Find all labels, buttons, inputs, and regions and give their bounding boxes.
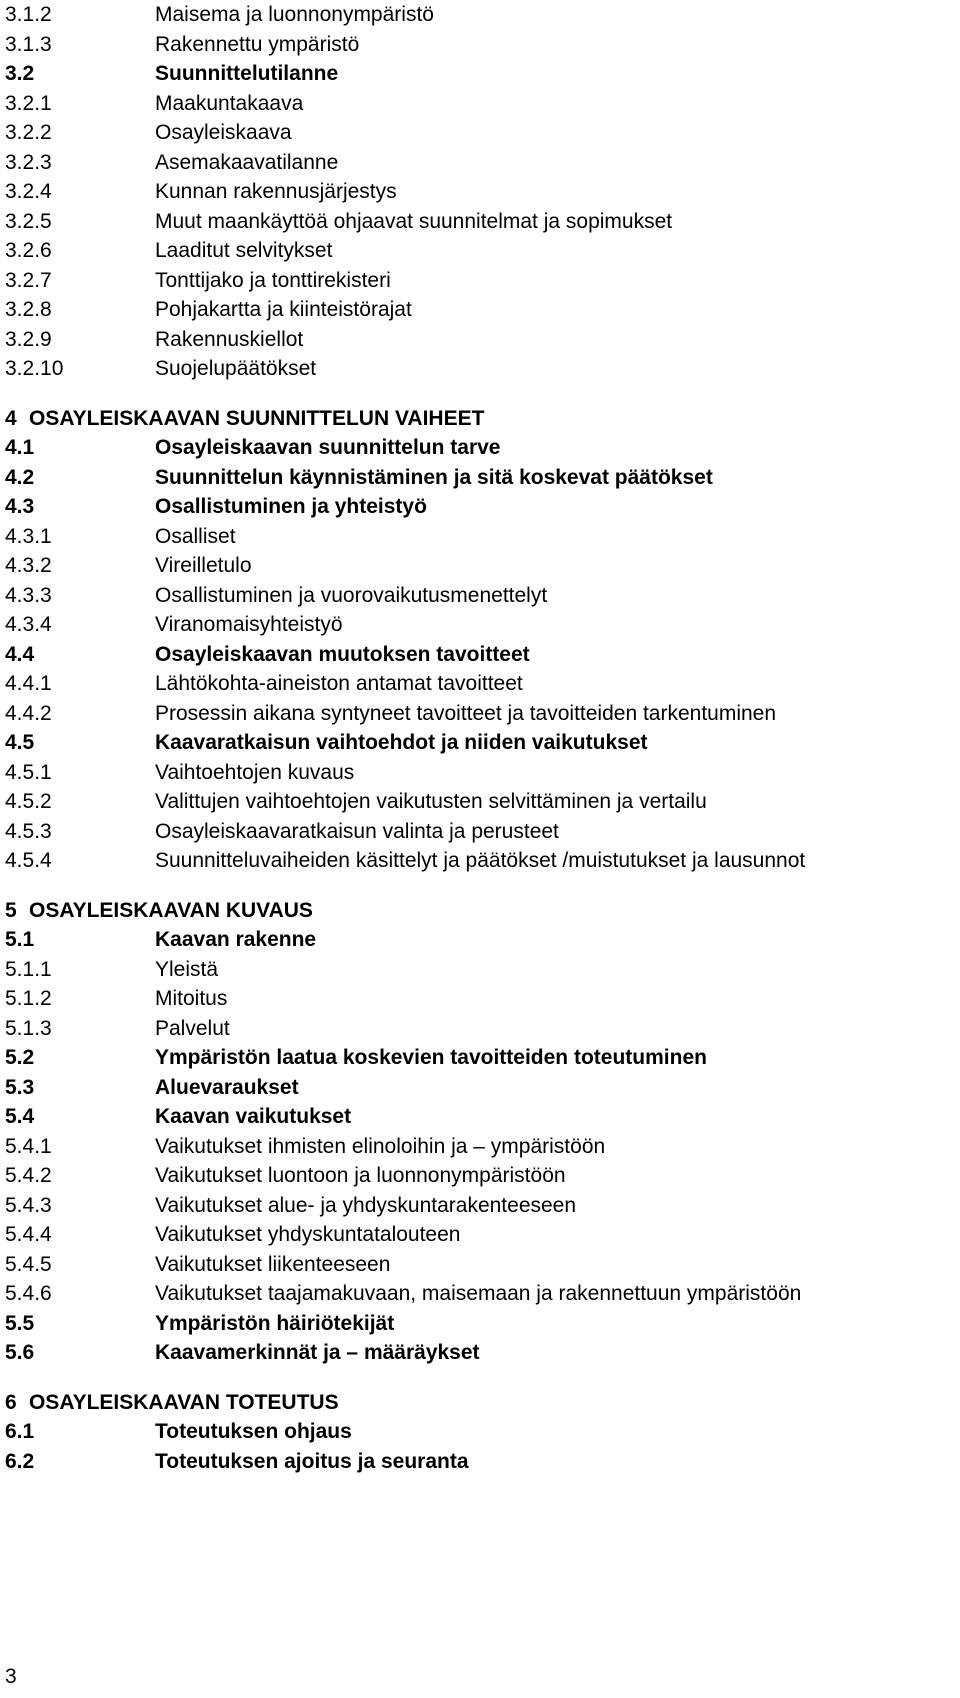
toc-entry-number: 4.4.1 (5, 672, 52, 695)
toc-entry (5, 669, 955, 699)
toc-entry-number: 5.4.3 (5, 1193, 52, 1217)
section-gap (5, 1368, 955, 1388)
toc-entry-number: 4.4 (5, 642, 35, 666)
toc-entry-title: Vaikutukset ihmisten elinoloihin ja – ympäristöön (155, 1134, 606, 1158)
toc-entry-title: Kaavan vaikutukset (155, 1105, 352, 1128)
toc-entry-title: Suojelupäätökset (155, 357, 317, 380)
toc-entry-number: 5.6 (5, 1341, 35, 1364)
toc-entry-number: 4.1 (5, 436, 35, 459)
toc-entry-number: 4.2 (5, 465, 35, 489)
toc-entry (5, 433, 955, 463)
toc-entry (5, 817, 955, 847)
toc-entry-number: 3.2.5 (5, 209, 52, 233)
toc-entry (5, 1250, 955, 1280)
toc-entry-title: OSAYLEISKAAVAN SUUNNITTELUN VAIHEET (29, 406, 485, 430)
toc-entry (5, 787, 955, 817)
toc-entry (5, 728, 955, 758)
toc-entry-number: 5 (5, 898, 17, 922)
toc-entry-number: 3.2.8 (5, 298, 52, 321)
toc-entry-number: 3.2.4 (5, 180, 52, 203)
toc-entry-number: 4.5 (5, 731, 35, 754)
toc-entry-title: Lähtökohta-aineiston antamat tavoitteet (155, 672, 523, 695)
toc-chapter-heading (5, 404, 955, 434)
toc-entry-title: Vaikutukset alue- ja yhdyskuntarakenteeseen (155, 1193, 577, 1217)
toc-entry-number: 6.1 (5, 1420, 35, 1443)
toc-entry (5, 207, 955, 237)
toc-entry-title: Palvelut (155, 1016, 230, 1040)
toc-entry-title: Osayleiskaava (155, 121, 292, 144)
toc-entry-title: Kaavaratkaisun vaihtoehdot ja niiden vaikutukset (155, 731, 648, 754)
toc-entry (5, 984, 955, 1014)
toc-entry-number: 5.4.4 (5, 1223, 52, 1246)
toc-entry-number: 4.3.1 (5, 524, 52, 548)
toc-entry (5, 1043, 955, 1073)
toc-entry-title: Osayleiskaavaratkaisun valinta ja perusteet (155, 819, 559, 843)
toc-entry-title: Kunnan rakennusjärjestys (155, 180, 397, 203)
toc-entry-number: 5.4.2 (5, 1164, 52, 1187)
page-number: 3 (5, 1665, 17, 1688)
toc-entry-title: Mitoitus (155, 987, 228, 1010)
toc-entry-number: 4.5.1 (5, 760, 52, 784)
toc-entry (5, 325, 955, 355)
toc-entry-number: 4 (5, 406, 17, 430)
toc-entry-title: Vaikutukset yhdyskuntatalouteen (155, 1223, 461, 1246)
toc-entry-title: Laaditut selvitykset (155, 239, 333, 262)
toc-entry-title: Vaikutukset luontoon ja luonnonympäristöön (155, 1164, 566, 1187)
toc-entry-title: Maisema ja luonnonympäristö (155, 3, 434, 26)
toc-entry (5, 1220, 955, 1250)
toc-entry (5, 1191, 955, 1221)
toc-entry (5, 846, 955, 876)
toc-entry-title: OSAYLEISKAAVAN KUVAUS (29, 898, 313, 922)
toc-entry-number: 4.5.2 (5, 790, 52, 813)
toc-entry-number: 6 (5, 1390, 17, 1414)
toc-entry-title: Osayleiskaavan muutoksen tavoitteet (155, 642, 530, 666)
toc-entry-title: OSAYLEISKAAVAN TOTEUTUS (29, 1390, 339, 1414)
toc-entry-title: Prosessin aikana syntyneet tavoitteet ja tavoitteiden tarkentuminen (155, 701, 777, 725)
toc-entry (5, 148, 955, 178)
toc-entry (5, 1102, 955, 1132)
toc-entry (5, 1279, 955, 1309)
toc-chapter-heading (5, 1388, 955, 1418)
toc-entry-number: 6.2 (5, 1449, 35, 1473)
toc-entry (5, 699, 955, 729)
toc-entry-number: 4.5.3 (5, 819, 52, 843)
toc-entry (5, 955, 955, 985)
toc-entry-title: Vaihtoehtojen kuvaus (155, 760, 355, 784)
table-of-contents (5, 0, 955, 1476)
toc-entry (5, 758, 955, 788)
toc-entry (5, 0, 955, 30)
toc-entry-number: 3.1.2 (5, 3, 52, 26)
toc-entry-title: Kaavamerkinnät ja – määräykset (155, 1341, 480, 1364)
toc-entry-number: 5.4 (5, 1105, 35, 1128)
toc-entry (5, 492, 955, 522)
toc-entry-number: 5.1.2 (5, 987, 52, 1010)
toc-entry (5, 581, 955, 611)
toc-entry-title: Toteutuksen ajoitus ja seuranta (155, 1449, 469, 1473)
toc-entry (5, 1338, 955, 1368)
toc-entry-title: Suunnittelutilanne (155, 62, 339, 85)
toc-entry-title: Ympäristön laatua koskevien tavoitteiden toteutuminen (155, 1046, 707, 1069)
toc-entry-title: Rakennettu ympäristö (155, 32, 360, 56)
toc-entry (5, 236, 955, 266)
toc-entry-title: Vaikutukset liikenteeseen (155, 1252, 391, 1276)
toc-entry (5, 1309, 955, 1339)
toc-entry (5, 522, 955, 552)
toc-entry-title: Osallistuminen ja vuorovaikutusmenettelyt (155, 583, 548, 607)
toc-entry-title: Muut maankäyttöä ohjaavat suunnitelmat ja sopimukset (155, 209, 673, 233)
section-gap (5, 876, 955, 896)
toc-entry-title: Suunnittelun käynnistäminen ja sitä koskevat päätökset (155, 465, 713, 489)
toc-entry-number: 3.2.6 (5, 239, 52, 262)
toc-entry (5, 610, 955, 640)
toc-entry (5, 295, 955, 325)
toc-entry (5, 1014, 955, 1044)
toc-entry (5, 1161, 955, 1191)
toc-entry-title: Rakennuskiellot (155, 327, 304, 351)
toc-entry (5, 925, 955, 955)
toc-entry-number: 5.4.5 (5, 1252, 52, 1276)
toc-entry-title: Vaikutukset taajamakuvaan, maisemaan ja rakennettuun ympäristöön (155, 1282, 802, 1305)
toc-entry-number: 5.1 (5, 928, 35, 951)
toc-entry-title: Toteutuksen ohjaus (155, 1420, 352, 1443)
toc-entry (5, 30, 955, 60)
toc-entry-number: 5.1.1 (5, 957, 52, 981)
toc-entry-number: 4.3 (5, 495, 35, 518)
toc-entry-title: Aluevaraukset (155, 1075, 299, 1099)
toc-entry (5, 89, 955, 119)
toc-entry-title: Osallistuminen ja yhteistyö (155, 495, 427, 518)
toc-entry (5, 551, 955, 581)
toc-entry-title: Maakuntakaava (155, 91, 304, 115)
toc-entry-number: 5.5 (5, 1311, 35, 1335)
toc-entry-number: 3.2.1 (5, 91, 52, 115)
toc-entry (5, 118, 955, 148)
toc-entry-number: 5.4.1 (5, 1134, 52, 1158)
toc-entry-number: 5.1.3 (5, 1016, 52, 1040)
toc-entry-number: 3.2.9 (5, 327, 52, 351)
toc-entry-title: Viranomaisyhteistyö (155, 613, 343, 636)
toc-entry (5, 1417, 955, 1447)
toc-entry (5, 640, 955, 670)
toc-entry-title: Pohjakartta ja kiinteistörajat (155, 298, 412, 321)
toc-entry-title: Osayleiskaavan suunnittelun tarve (155, 436, 501, 459)
toc-entry-number: 4.5.4 (5, 849, 52, 872)
toc-entry-number: 4.4.2 (5, 701, 52, 725)
toc-entry-number: 3.2.2 (5, 121, 52, 144)
toc-entry-title: Valittujen vaihtoehtojen vaikutusten selvittäminen ja vertailu (155, 790, 707, 813)
toc-entry (5, 354, 955, 384)
toc-entry-number: 3.2 (5, 62, 35, 85)
toc-entry (5, 266, 955, 296)
toc-entry (5, 1447, 955, 1477)
toc-entry (5, 59, 955, 89)
toc-entry (5, 1073, 955, 1103)
toc-entry-title: Ympäristön häiriötekijät (155, 1311, 395, 1335)
toc-entry-title: Vireilletulo (155, 554, 252, 577)
toc-entry (5, 463, 955, 493)
toc-chapter-heading (5, 896, 955, 926)
toc-entry-number: 3.2.7 (5, 268, 52, 292)
toc-entry-title: Tonttijako ja tonttirekisteri (155, 268, 391, 292)
toc-entry-number: 4.3.2 (5, 554, 52, 577)
toc-entry-number: 3.2.3 (5, 150, 52, 174)
toc-entry-number: 5.2 (5, 1046, 35, 1069)
toc-entry-title: Suunnitteluvaiheiden käsittelyt ja päätökset /muistutukset ja lausunnot (155, 849, 806, 872)
toc-entry (5, 1132, 955, 1162)
toc-entry-title: Yleistä (155, 957, 219, 981)
toc-entry-number: 3.2.10 (5, 357, 64, 380)
toc-entry-title: Asemakaavatilanne (155, 150, 339, 174)
toc-entry-number: 4.3.3 (5, 583, 52, 607)
section-gap (5, 384, 955, 404)
toc-entry-number: 4.3.4 (5, 613, 52, 636)
toc-entry (5, 177, 955, 207)
toc-entry-number: 3.1.3 (5, 32, 52, 56)
toc-entry-number: 5.3 (5, 1075, 35, 1099)
toc-entry-title: Kaavan rakenne (155, 928, 317, 951)
toc-entry-title: Osalliset (155, 524, 236, 548)
toc-entry-number: 5.4.6 (5, 1282, 52, 1305)
